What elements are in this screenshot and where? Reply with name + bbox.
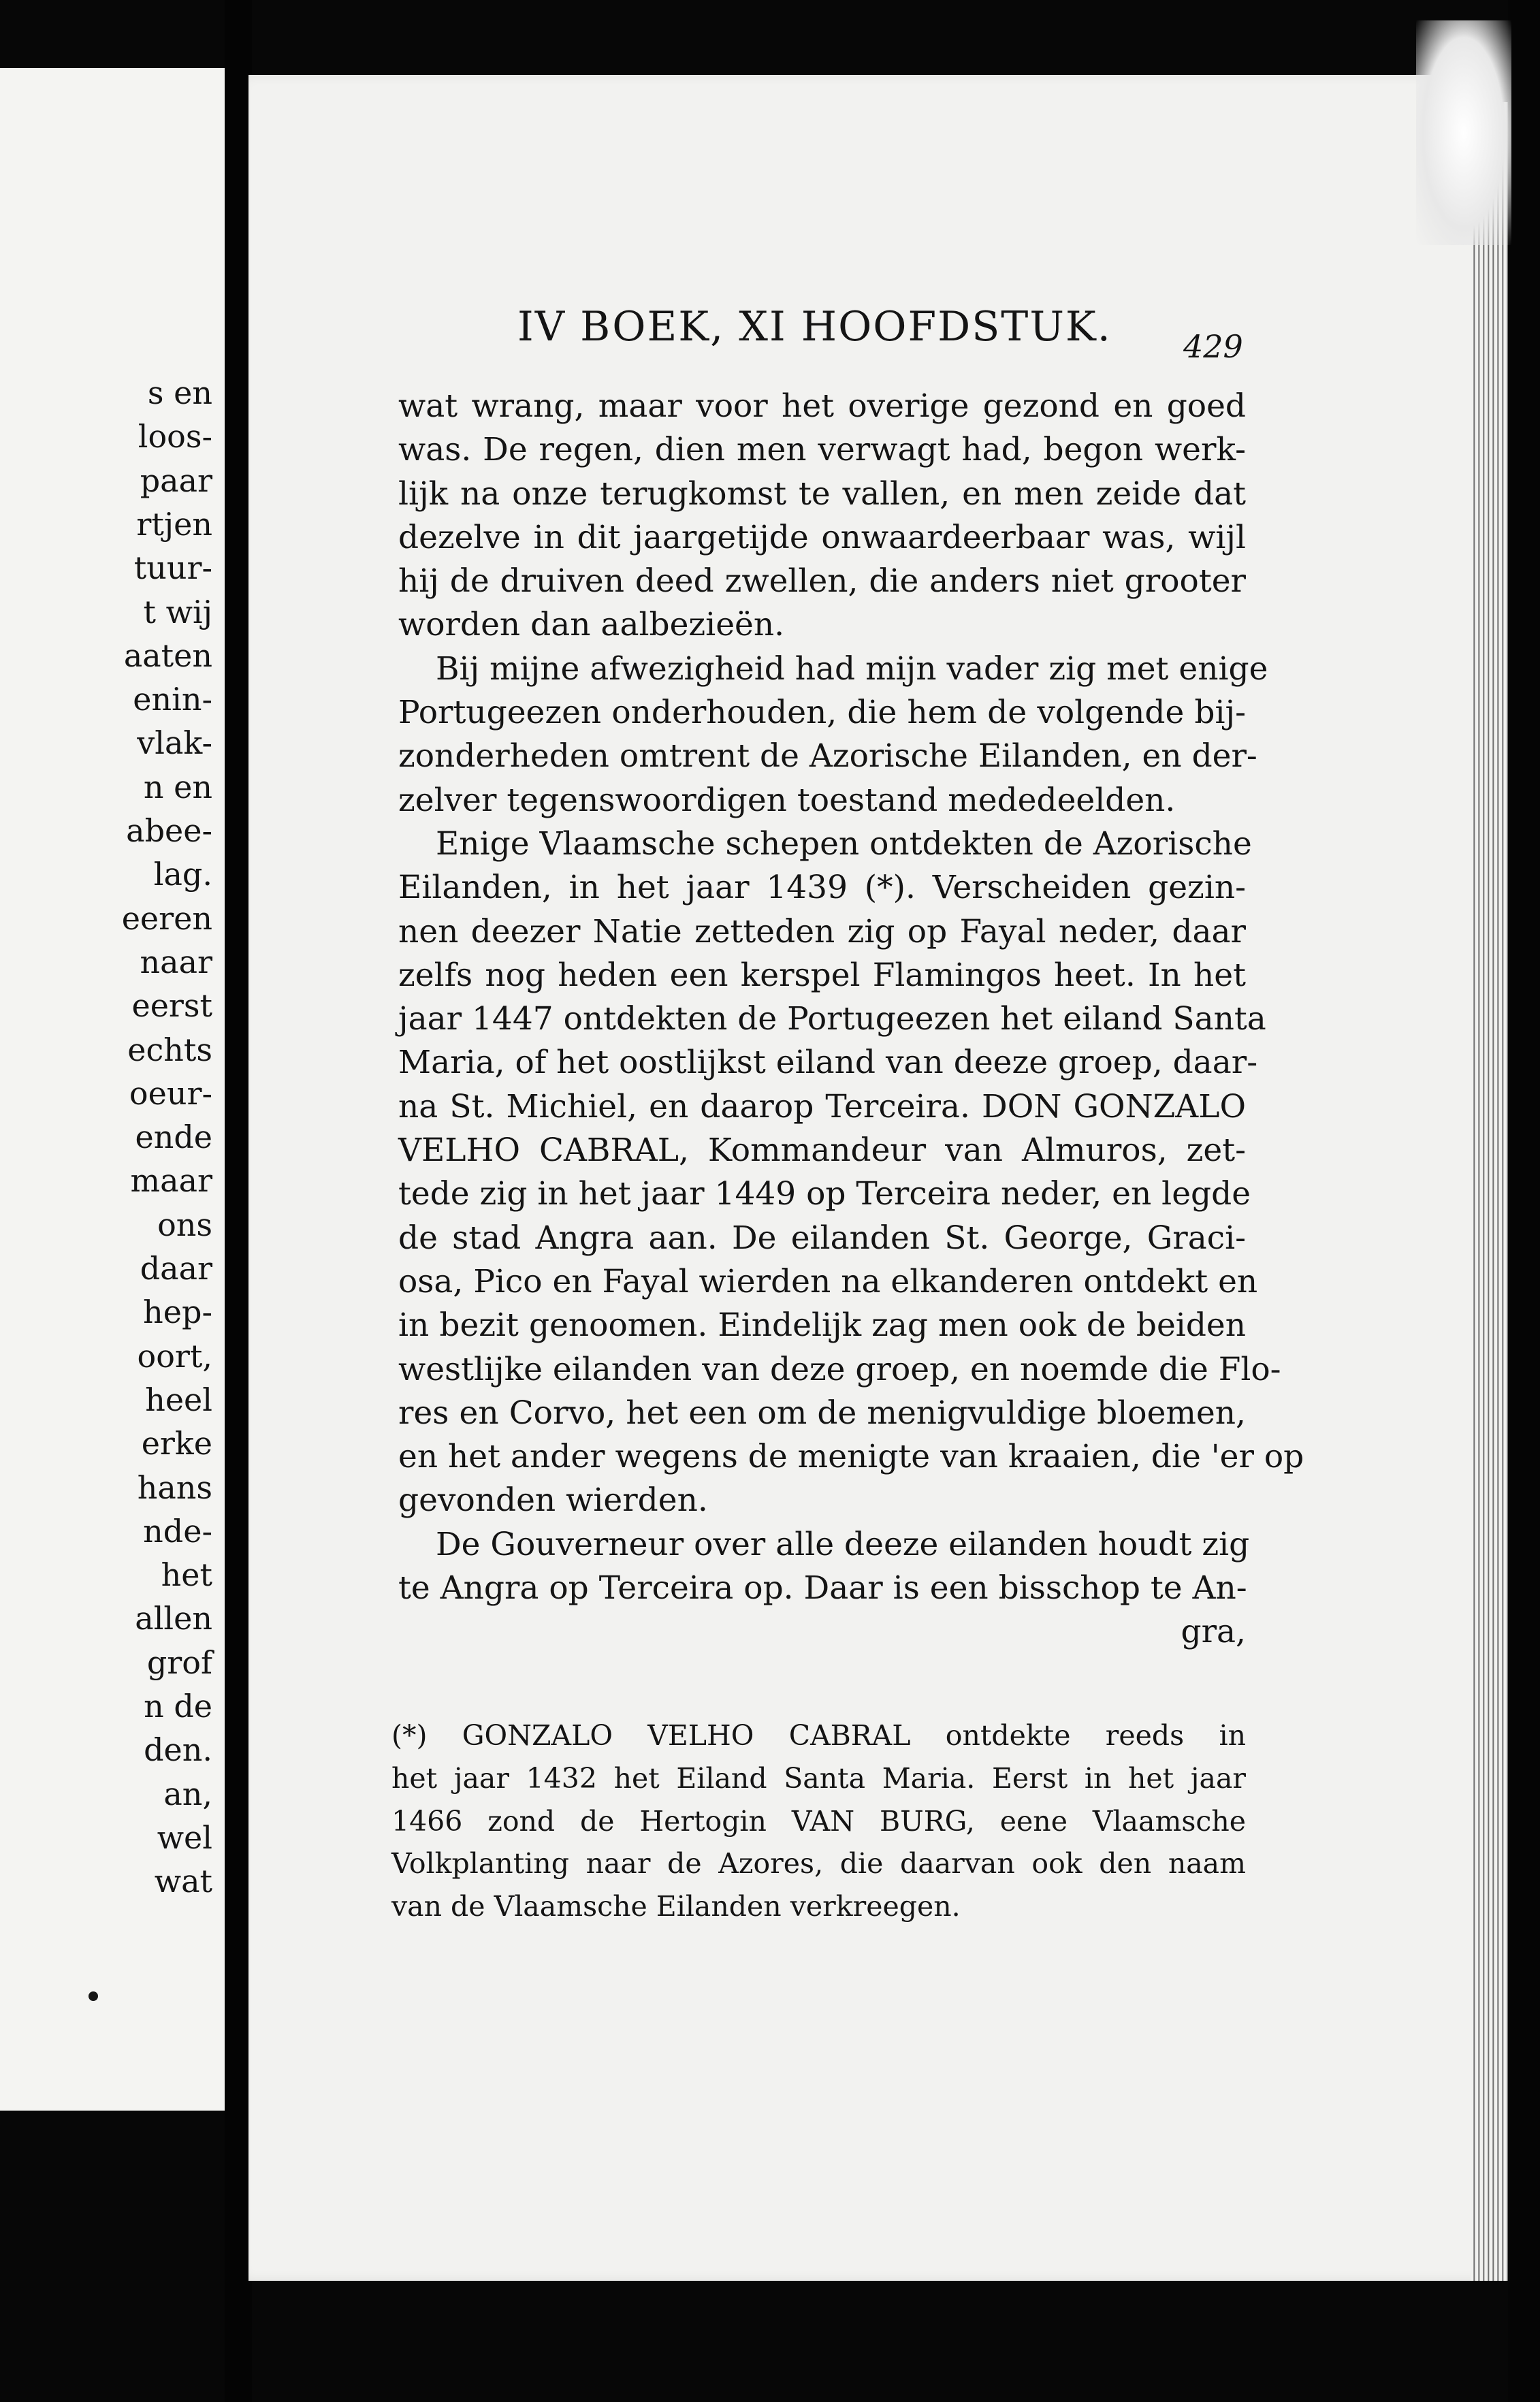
left-page-fragment: enin- (133, 681, 212, 718)
left-page-fragment: wel (157, 1819, 212, 1856)
left-page-fragment: nde- (143, 1512, 212, 1550)
left-page-fragment: abee- (126, 812, 212, 849)
catchword: gra, (1181, 1613, 1246, 1651)
left-page-fragment: oort, (137, 1337, 212, 1375)
left-page-fragment: het (161, 1556, 212, 1594)
text-line: gevonden wierden. (398, 1482, 708, 1520)
text-line: westlijke eilanden van deze groep, en noemde die Flo- (398, 1350, 1281, 1388)
left-page-fragment: tuur- (133, 549, 212, 587)
left-page-fragment: paar (140, 462, 212, 499)
text-line: VELHO CABRAL, Kommandeur van Almuros, zet- (398, 1132, 1246, 1170)
left-page-fragment: ons (157, 1206, 212, 1243)
scan-background (248, 0, 1540, 75)
left-page-fragment: hans (137, 1469, 212, 1506)
footnote-line: (*) GONZALO VELHO CABRAL ontdekte reeds in (391, 1719, 1246, 1752)
left-page-fragment: lag. (153, 856, 212, 893)
text-line: dezelve in dit jaargetijde onwaardeerbaar was, wijl (398, 518, 1246, 556)
text-line: res en Corvo, het een om de menigvuldige bloemen, (398, 1394, 1246, 1432)
text-line: Maria, of het oostlijkst eiland van deeze groep, daar- (398, 1044, 1258, 1082)
body-text (398, 385, 1304, 1654)
text-line: nen deezer Natie zetteden zig op Fayal neder, daar (398, 912, 1246, 950)
left-page-fragment: daar (140, 1250, 212, 1287)
left-page-fragment: loos- (138, 418, 212, 455)
left-page-fragment: eerst (131, 987, 212, 1025)
left-page-fragment: hep- (143, 1294, 212, 1331)
footnote-line: Volkplanting naar de Azores, die daarvan ook den naam (391, 1847, 1246, 1880)
left-page-fragment: echts (127, 1031, 212, 1068)
left-page-fragment: den. (144, 1731, 212, 1769)
scan-border (1508, 0, 1540, 2402)
text-line: was. De regen, dien men verwagt had, begon werk- (398, 431, 1246, 469)
text-line: zelfs nog heden een kerspel Flamingos heet. In het (398, 956, 1246, 994)
page-number: 429 (1183, 328, 1243, 365)
text-line: tede zig in het jaar 1449 op Terceira neder, en legde (398, 1175, 1251, 1213)
left-page-fragment: n de (144, 1688, 212, 1725)
left-page-fragment: oeur- (129, 1074, 212, 1112)
text-line: Eilanden, in het jaar 1439 (*). Verscheiden gezin- (398, 869, 1246, 907)
left-page-fragment: grof (146, 1644, 212, 1681)
text-line: Portugeezen onderhouden, die hem de volgende bij- (398, 694, 1246, 732)
text-line: zonderheden omtrent de Azorische Eilanden, en der- (398, 737, 1257, 775)
left-page-fragment: naar (140, 943, 212, 980)
page-edges (1471, 102, 1508, 2281)
left-page-fragment: vlak- (137, 724, 212, 762)
footnote-line: 1466 zond de Hertogin VAN BURG, eene Vlaamsche (391, 1804, 1246, 1838)
left-page-fragment: wat (154, 1863, 212, 1900)
left-page-fragment: maar (130, 1162, 212, 1200)
text-line: zelver tegenswoordigen toestand mededeelden. (398, 781, 1176, 819)
ink-speck (89, 1991, 98, 2001)
left-page-fragment: heel (145, 1381, 212, 1418)
left-page-fragment: s en (147, 374, 212, 411)
text-line: te Angra op Terceira op. Daar is een bisschop te An- (398, 1569, 1247, 1607)
text-line: osa, Pico en Fayal wierden na elkanderen ontdekt en (398, 1262, 1258, 1300)
text-line: De Gouverneur over alle deeze eilanden houdt zig (436, 1525, 1250, 1563)
left-page-fragment: allen (135, 1600, 212, 1637)
left-page-fragment: rtjen (136, 505, 212, 543)
text-line: wat wrang, maar voor het overige gezond en goed (398, 387, 1246, 425)
left-page-fragment: aaten (123, 637, 212, 674)
text-line: hij de druiven deed zwellen, die anders niet grooter (398, 562, 1246, 600)
left-page-fragment: an, (163, 1775, 212, 1812)
footnote-line: het jaar 1432 het Eiland Santa Maria. Eerst in het jaar (391, 1761, 1246, 1795)
footnote-line: van de Vlaamsche Eilanden verkreegen. (391, 1890, 961, 1923)
footnote (391, 1714, 1246, 1928)
text-line: worden dan aalbezieën. (398, 606, 785, 644)
running-head: IV BOEK, XI HOOFDSTUK. (517, 303, 1112, 351)
scan-glare (1416, 20, 1511, 245)
text-line: en het ander wegens de menigte van kraaien, die 'er op (398, 1438, 1304, 1476)
text-line: jaar 1447 ontdekten de Portugeezen het eiland Santa (398, 1000, 1266, 1038)
text-line: Bij mijne afwezigheid had mijn vader zig met enige (436, 650, 1268, 688)
left-page-fragment: t wij (143, 593, 212, 630)
text-line: de stad Angra aan. De eilanden St. George, Graci- (398, 1219, 1246, 1257)
left-page-fragment: ende (135, 1119, 212, 1156)
text-line: lijk na onze terugkomst te vallen, en men zeide dat (398, 475, 1246, 513)
left-page-fragment: eeren (121, 899, 212, 937)
text-line: na St. Michiel, en daarop Terceira. DON GONZALO (398, 1087, 1246, 1125)
book-gutter (225, 0, 252, 2402)
left-page-fragment: erke (141, 1425, 212, 1462)
text-line: in bezit genoomen. Eindelijk zag men ook de beiden (398, 1307, 1246, 1345)
text-line: Enige Vlaamsche schepen ontdekten de Azorische (436, 824, 1252, 863)
left-page-fragment: n en (143, 768, 212, 805)
